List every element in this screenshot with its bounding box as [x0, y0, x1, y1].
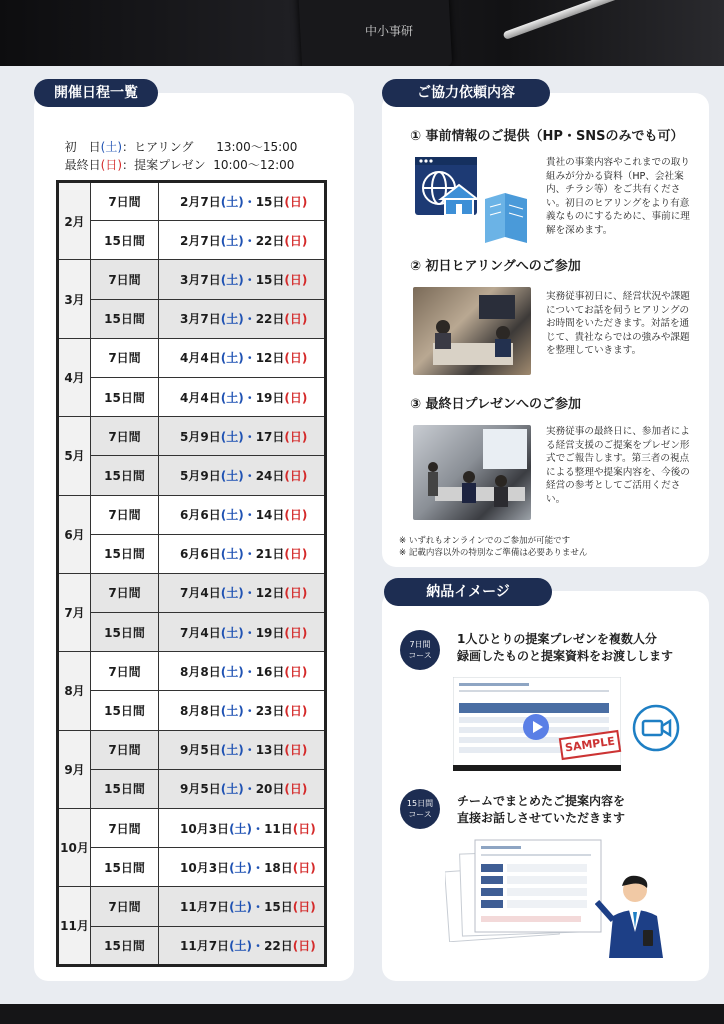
schedule-row — [58, 182, 326, 221]
month-label: 2月 — [58, 182, 91, 260]
course-dates: 5月9日(土)・24日(日) — [159, 456, 326, 495]
schedule-row — [58, 260, 326, 299]
month-label: 3月 — [58, 260, 91, 338]
course-duration: 7日間 — [91, 573, 159, 612]
notebook-logo: 中小事研 — [365, 24, 414, 38]
course-dates: 6月6日(土)・14日(日) — [159, 495, 326, 534]
month-label: 8月 — [58, 652, 91, 730]
course-dates: 10月3日(土)・11日(日) — [159, 809, 326, 848]
course-duration: 15日間 — [91, 691, 159, 730]
schedule-row — [58, 769, 326, 808]
course-dates: 7月4日(土)・12日(日) — [159, 573, 326, 612]
step1-body: 貴社の事業内容やこれまでの取り組みが分かる資料（HP、会社案内、チラシ等）をご共有ください。初日のヒアリングをより有意義なものにするために、事前に理解を深めます。 — [546, 157, 690, 236]
step2-body: 実務従事初日に、経営状況や課題についてお話を伺うヒアリングのお時間をいただきます。対話を通じて、貴社ならではの強みや課題を整理していきます。 — [546, 291, 690, 357]
video-camera-icon — [631, 703, 681, 753]
schedule-row — [58, 377, 326, 416]
course-dates: 3月7日(土)・15日(日) — [159, 260, 326, 299]
proposal-documents-image — [445, 838, 605, 942]
course-dates: 5月9日(土)・17日(日) — [159, 417, 326, 456]
note-no-preparation: ※ 記載内容以外の特別なご準備は必要ありません — [399, 548, 588, 558]
sample-stamp: SAMPLE — [559, 730, 621, 760]
course-duration: 15日間 — [91, 377, 159, 416]
course-duration: 7日間 — [91, 338, 159, 377]
course-duration: 15日間 — [91, 534, 159, 573]
schedule-row — [58, 495, 326, 534]
course-duration: 15日間 — [91, 613, 159, 652]
course-duration: 7日間 — [91, 182, 159, 221]
month-label: 4月 — [58, 338, 91, 416]
course-dates: 4月4日(土)・12日(日) — [159, 338, 326, 377]
header-photo — [0, 0, 724, 66]
course-duration: 7日間 — [91, 652, 159, 691]
course-dates: 11月7日(土)・15日(日) — [159, 887, 326, 926]
month-label: 5月 — [58, 417, 91, 495]
course-duration: 7日間 — [91, 730, 159, 769]
schedule-row — [58, 299, 326, 338]
month-label: 9月 — [58, 730, 91, 808]
course-duration: 15日間 — [91, 769, 159, 808]
course15-description: チームでまとめたご提案内容を 直接お話しさせていただきます — [457, 794, 626, 825]
course-dates: 8月8日(土)・16日(日) — [159, 652, 326, 691]
intro-last-day: 最終日(日)：提案プレゼン 10:00〜12:00 — [64, 158, 295, 172]
website-document-icon — [413, 155, 533, 245]
course7-badge: 7日間 コース — [400, 630, 440, 670]
course-duration: 7日間 — [91, 809, 159, 848]
schedule-row — [58, 887, 326, 926]
course-duration: 15日間 — [91, 221, 159, 260]
intro-first-day: 初 日(土)：ヒアリング 13:00〜15:00 — [64, 140, 298, 154]
course-duration: 7日間 — [91, 887, 159, 926]
schedule-row — [58, 221, 326, 260]
play-icon — [522, 713, 550, 741]
schedule-row — [58, 691, 326, 730]
schedule-row — [58, 456, 326, 495]
course-dates: 9月5日(土)・20日(日) — [159, 769, 326, 808]
schedule-row — [58, 613, 326, 652]
month-label: 10月 — [58, 809, 91, 887]
course-dates: 4月4日(土)・19日(日) — [159, 377, 326, 416]
course-dates: 7月4日(土)・19日(日) — [159, 613, 326, 652]
step3-title: ③ 最終日プレゼンへのご参加 — [410, 397, 582, 412]
course-dates: 2月7日(土)・15日(日) — [159, 182, 326, 221]
course-duration: 7日間 — [91, 495, 159, 534]
step1-title: ① 事前情報のご提供（HP・SNSのみでも可） — [410, 129, 684, 144]
course-dates: 2月7日(土)・22日(日) — [159, 221, 326, 260]
schedule-title: 開催日程一覧 — [34, 79, 158, 107]
course-duration: 7日間 — [91, 260, 159, 299]
course-duration: 7日間 — [91, 417, 159, 456]
presenter-illustration — [595, 872, 673, 958]
course-dates: 10月3日(土)・18日(日) — [159, 848, 326, 887]
hearing-meeting-photo — [413, 287, 531, 375]
schedule-row — [58, 809, 326, 848]
course7-description: 1人ひとりの提案プレゼンを複数人分 録画したものと提案資料をお渡しします — [457, 632, 674, 663]
pen-image — [503, 0, 628, 40]
cooperation-title: ご協力依頼内容 — [382, 79, 550, 107]
month-label: 11月 — [58, 887, 91, 965]
course-dates: 8月8日(土)・23日(日) — [159, 691, 326, 730]
course-dates: 3月7日(土)・22日(日) — [159, 299, 326, 338]
presentation-photo — [413, 425, 531, 520]
schedule-row — [58, 730, 326, 769]
course-duration: 15日間 — [91, 456, 159, 495]
delivery-title: 納品イメージ — [384, 578, 552, 606]
schedule-row — [58, 652, 326, 691]
course-duration: 15日間 — [91, 926, 159, 965]
step2-title: ② 初日ヒアリングへのご参加 — [410, 259, 581, 274]
course-dates: 11月7日(土)・22日(日) — [159, 926, 326, 965]
note-online: ※ いずれもオンラインでのご参加が可能です — [399, 536, 571, 546]
schedule-table — [56, 180, 327, 967]
month-label: 7月 — [58, 573, 91, 651]
schedule-row — [58, 573, 326, 612]
course15-badge: 15日間 コース — [400, 789, 440, 829]
schedule-row — [58, 848, 326, 887]
course-dates: 9月5日(土)・13日(日) — [159, 730, 326, 769]
footer-band — [0, 1004, 724, 1024]
course-duration: 15日間 — [91, 299, 159, 338]
schedule-row — [58, 926, 326, 965]
schedule-row — [58, 417, 326, 456]
month-label: 6月 — [58, 495, 91, 573]
course-dates: 6月6日(土)・21日(日) — [159, 534, 326, 573]
schedule-row — [58, 534, 326, 573]
schedule-row — [58, 338, 326, 377]
course-duration: 15日間 — [91, 848, 159, 887]
step3-body: 実務従事の最終日に、参加者による経営支援のご提案をプレゼン形式でご報告します。第三者の視点による整理や提案内容を、今後の経営の参考としてご活用ください。 — [546, 426, 690, 505]
